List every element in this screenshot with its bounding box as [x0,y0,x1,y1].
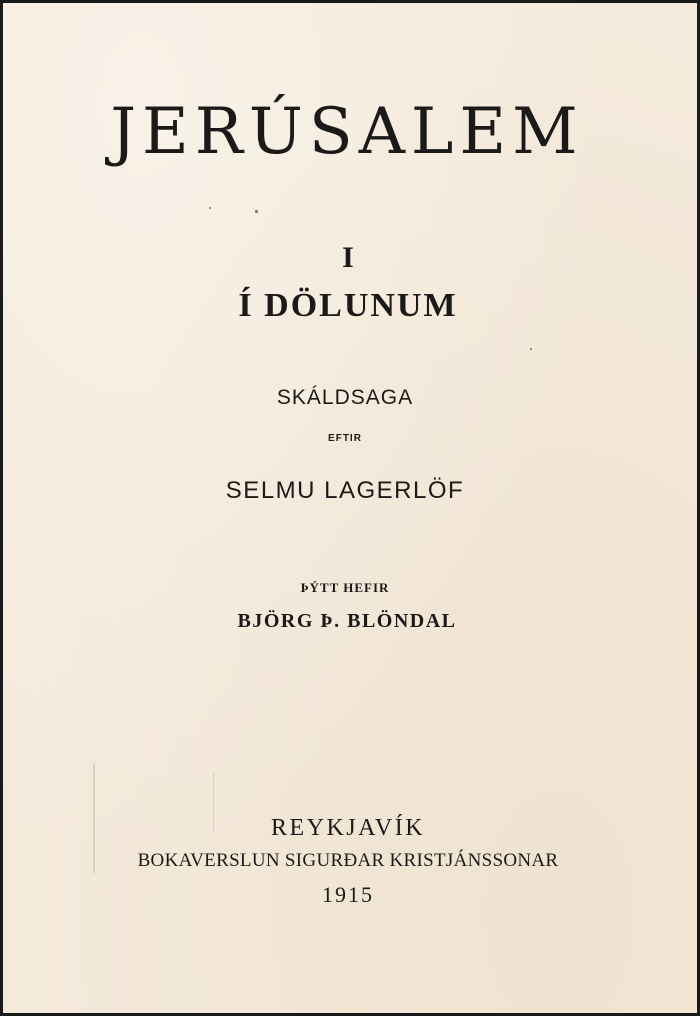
volume-number: I [342,241,354,274]
publication-place: REYKJAVÍK [270,815,426,841]
translator-label: ÞÝTT HEFIR [300,580,390,595]
paper-speck [530,348,532,350]
title-page [3,3,697,1013]
translator-name: BJÖRG Þ. BLÖNDAL [237,610,457,632]
by-label: EFTIR [328,433,362,444]
book-title: JERÚSALEM [110,95,584,169]
book-subtitle: Í DÖLUNUM [238,287,458,324]
book-genre: SKÁLDSAGA [276,386,414,409]
paper-speck [209,207,211,209]
paper-speck [255,210,258,213]
publisher-name: BOKAVERSLUN SIGURÐAR KRISTJÁNSSONAR [137,850,559,871]
publication-year: 1915 [322,882,374,907]
author-name: SELMU LAGERLÖF [225,477,465,504]
